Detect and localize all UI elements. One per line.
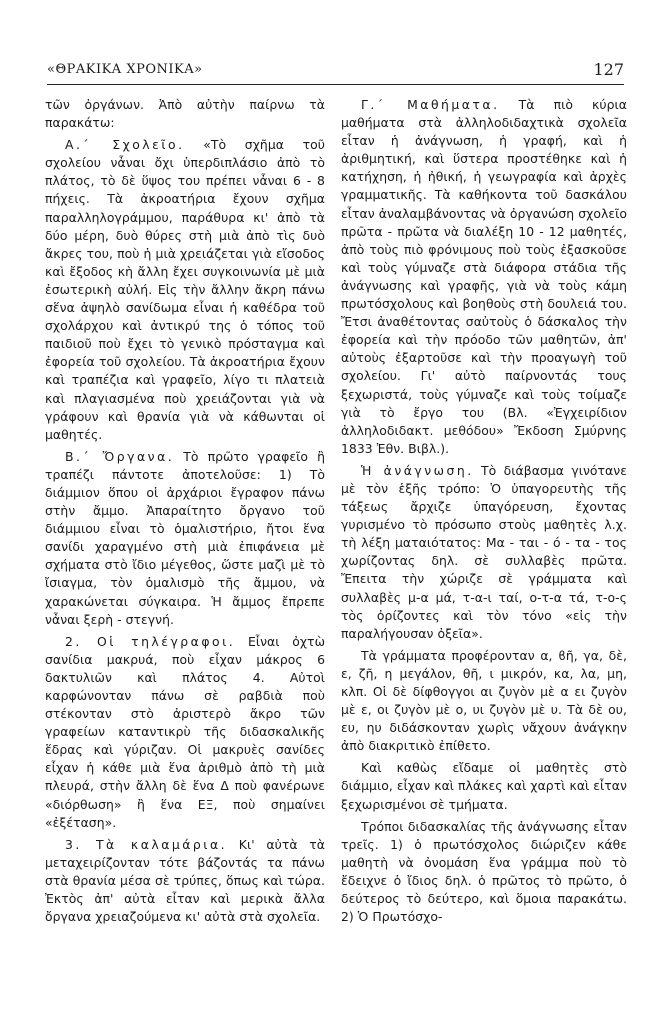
paragraph-text: Τὸ διάβασμα γινότανε μὲ τὸν ἑξῆς τρόπο: Ὁ ὑπαγορευτὴς τῆς τάξεως ἄρχιζε ὑπαγόρευση, ἔχοντας γυρισμένο τὸ πρόσωπο στοὺς μαθητὲς λ.χ. τὴ λέξη ματαιότατος: Μα - ται - ό - τα - τος χωρίζοντας δηλ. σὲ συλλαβὲς πρῶτα. Ἔπειτα τὴν χώριζε σὲ γράμματα καὶ συλλαβὲς μ-α μά, τ-α-ι ταί, ο-τ-α τά, τ-ο-ς τὸς ὀρίζοντες καὶ τὸν τόνο «εἰς τὴν παραλήγουσαν ὀξεῖα». bbox=[341, 462, 627, 641]
paragraph-text: «Τὸ σχῆμα τοῦ σχολείου νἆναι ὄχι ὑπερδιπλάσιο ἀπὸ τὸ πλάτος, τὸ δὲ ὕψος του πρέπει νἆναι 6 - 8 πήχεις. Τὰ ἀκροατήρια ἔχουν σχῆμα παραλληλογράμμου, παράθυρα κι' ἀπὸ τὰ δύο μέρη, δυὸ θύρες στὴ μιὰ ἀπὸ τὶς δυὸ ἄκρες του, ποὺ ἡ μιὰ χρειάζεται γιὰ εἴσοδος καὶ ἔξοδος κὴ ἄλλη ἔχει συγκοινωνία μὲ μιὰ ἐσωτερικὴ αὐλή. Εἰς τὴν ἄλλην ἄκρη πάνω σἕνα ἀψηλὸ σανίδωμα εἶναι ἡ καθέδρα τοῦ σχολάρχου καὶ ἀντικρύ της ὁ τόπος τοῦ παιδιοῦ ποὺ ἔχει τὸ γενικὸ πρόσταγμα καὶ ἐφορεία τοῦ σχολείου. Τὰ ἀκροατήρια ἔχουν καὶ τραπέζια καὶ γραφεῖο, λίγο τι πλατειὰ καὶ πλαγιασμένα ποὺ χρειάζονται γιὰ νὰ γράφουν καὶ θρανία γιὰ νὰ κάθωνται οἱ μαθητές. bbox=[45, 137, 326, 442]
paragraph-text: Τὸ πρῶτο γραφεῖο ἢ τραπέζι πάντοτε ἀποτελοῦσε: 1) Τὸ διάμμιον ὅπου οἱ ἀρχάριοι ἔγραφον πάνω στὴν ἄμμο. Ἀπαραίτητο ὄργανο τοῦ διάμμιου εἶναι τὸ ὁμαλιστήριο, ἤτοι ἕνα σανίδι χαραγμένο στὴ μιὰ ἐπιφάνεια μὲ σχήματα στὸ ἴδιο μέγεθος, ὥστε μαζὶ μὲ τὸ ἴσιαγμα, τὸν ὁμαλισμὸ τῆς ἄμμου, νὰ χαρακώνεται σύγκαιρα. Ἡ ἄμμος ἔπρεπε νἆναι ξερὴ - στεγνή. bbox=[45, 448, 325, 627]
paragraph-text: Τὰ γράμματα προφέρονταν α, ϐῆ, γα, δὲ, ε, ζῆ, η μεγάλον, θῆ, ι μικρόν, κα, λα, μη, κλπ. Οἱ δὲ δίφθογγοι αι ζυγὸν μὲ α ει ζυγὸν μὲ ε, οι ζυγὸν μὲ ο, υι ζυγὸν μὲ υ. Τὰ δὲ ου, ευ, ηυ διδάσκονταν χωρὶς νἄχουν ἀνάγκην ἀπὸ διακριτικὸ ἐπίθετο. bbox=[341, 647, 627, 754]
page-number: 127 bbox=[593, 60, 624, 79]
paragraph-text: Τὰ πιὸ κύρια μαθήματα στὰ ἀλληλοδιδαχτικὰ σχολεῖα εἶταν ἡ ἀνάγνωση, ἡ γραφή, καὶ ἡ ἀριθμητική, καὶ ὕστερα προστέθηκε καὶ ἡ κατήχηση, ἡ ἠθική, ἡ γεωγραφία καὶ ἀρχὲς γραμματικῆς. Τὰ καθήκοντα τοῦ δασκάλου εἶταν ἀναλαμβάνοντας νὰ ὀργανώση σχολεῖο πρῶτα - πρῶτα νὰ διαλέξη 10 - 12 μαθητές, ἀπὸ τοὺς πιὸ φρόνιμους ποὺ τοὺς ἐξασκοῦσε καὶ τοὺς γύμναζε στὰ διάφορα στάδια τῆς ἀνάγνωσης καὶ γραφῆς, γιὰ νὰ τοὺς κάμη πρωτόσχολους καὶ βοηθοὺς στὴ δουλειά του. Ἔτσι ἀναθέτοντας σαὐτοὺς ὁ δάσκαλος τὴν ἐφορεία καὶ τὴν πρόοδο τῶν μαθητῶν, ἀπ' αὐτοὺς ἐξαρτοῦσε καὶ τὴν προαγωγὴ τοῦ σχολείου. Γι' αὐτὸ παίρνοντάς τους ξεχωριστά, τοὺς γύμναζε καὶ τοὺς τοίμαζε γιὰ τὸ ἔργο του (Βλ. «Ἐγχειρίδιον ἀλληλοδιδακτ. μεθόδου» Ἔκδοση Σμύρνης 1833 Ἐθν. Βιβλ.). bbox=[341, 97, 627, 456]
paragraph-text: τῶν ὀργάνων. Ἀπὸ αὐτὴν παίρνω τὰ παρακάτω: bbox=[45, 97, 325, 131]
right-column bbox=[341, 96, 627, 930]
paragraph bbox=[341, 647, 627, 756]
left-column bbox=[45, 96, 325, 930]
paragraph-text: Καὶ καθὼς εἴδαμε οἱ μαθητὲς στὸ διάμμιο, εἶχαν καὶ πλάκες καὶ χαρτὶ καὶ εἶταν ξεχωρισμένοι σὲ τμήματα. bbox=[341, 760, 627, 812]
paragraph-text: Κι' αὐτὰ τὰ μεταχειρίζονταν τότε βάζοντάς τα πάνω στὰ θρανία μέσα σὲ τρύπες, ὅπως καὶ τώρα. Ἐκτὸς ἀπ' αὐτὰ εἶταν καὶ μερικὰ ἄλλα ὄργανα χρειαζούμενα κι' αὐτὰ στὰ σχολεῖα. bbox=[45, 836, 325, 925]
paragraph bbox=[45, 633, 325, 832]
section-heading: Β.΄ Ὄργανα. bbox=[65, 448, 175, 464]
paragraph bbox=[45, 836, 325, 926]
paragraph-text: Εἶναι ὀχτὼ σανίδια μακρυά, ποὺ εἶχαν μάκρος 6 δακτυλιῶν καὶ πλάτος 4. Αὐτοὶ καρφώνονταν πάνω σὲ ραβδιὰ ποὺ στέκονταν στὸ ἀριστερὸ ἄκρο τῶν γραφείων καταντικρὺ τῆς διδασκαλικῆς ἕδρας καὶ γύριζαν. Οἱ μακρυὲς σανίδες εἶχαν ἡ κάθε μιὰ ἕνα ἀριθμὸ ἀπὸ τὴ μιὰ πλευρά, στὴν ἄλλη δὲ ἕνα Δ ποὺ φανέρωνε «διόρθωση» ἢ ἕνα ΕΞ, ποὺ σημαίνει «ἐξέταση». bbox=[45, 633, 325, 830]
paragraph-text: Τρόποι διδασκαλίας τῆς ἀνάγνωσης εἶταν τρεῖς. 1) ὁ πρωτόσχολος διώριζεν κάθε μαθητὴ νὰ ὀνομάση ἕνα γράμμα ποὺ τὸ ἔδειχνε ὁ ἴδιος δηλ. ὁ πρῶτος τὸ πρῶτο, ὁ δεύτερος τὸ δεύτερο, καὶ ὅμοια παρακάτω. 2) Ὁ Πρωτόσχο- bbox=[341, 818, 627, 925]
section-heading: Α.΄ Σχολεῖο. bbox=[65, 137, 185, 153]
paragraph bbox=[341, 818, 627, 927]
section-heading: Ἡ ἀνάγνωση. bbox=[361, 462, 474, 478]
section-heading: 2. Οἱ τηλέγραφοι. bbox=[65, 633, 236, 649]
header-rule bbox=[47, 84, 624, 85]
journal-title: «ΘΡΑΚΙΚΑ ΧΡΟΝΙΚΑ» bbox=[47, 62, 203, 77]
paragraph bbox=[45, 448, 325, 629]
section-heading: Γ.΄ Μαθήματα. bbox=[361, 97, 500, 112]
paragraph bbox=[45, 136, 325, 444]
page-header bbox=[47, 60, 624, 82]
paragraph bbox=[341, 462, 627, 643]
paragraph bbox=[45, 96, 325, 132]
paragraph bbox=[341, 759, 627, 813]
section-heading: 3. Τὰ καλαμάρια. bbox=[65, 836, 228, 852]
paragraph bbox=[341, 96, 627, 458]
